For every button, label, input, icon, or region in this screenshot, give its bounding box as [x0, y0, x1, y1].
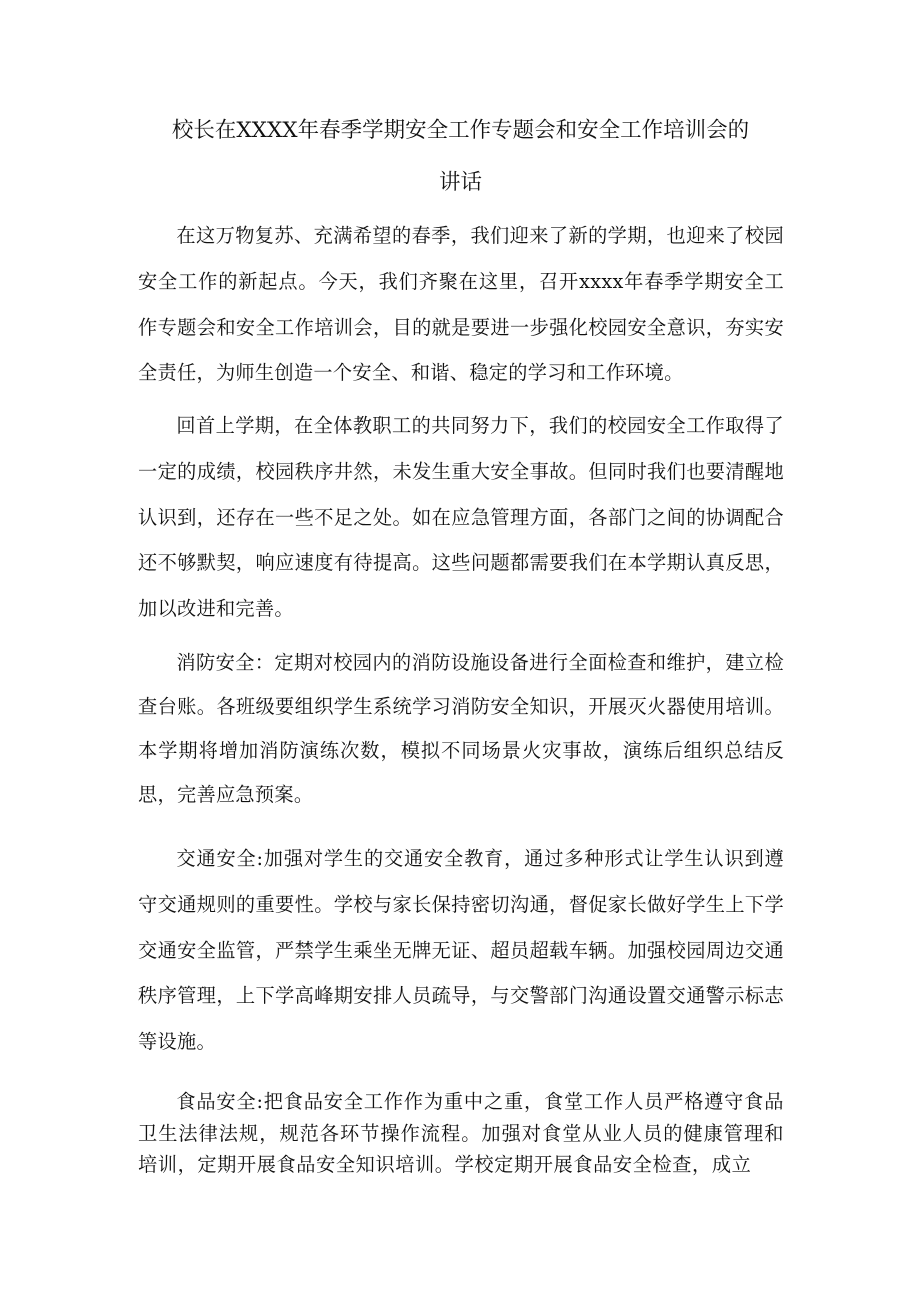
- paragraph-review: 回首上学期，在全体教职工的共同努力下，我们的校园安全工作取得了一定的成绩，校园秩序井然，未发生重大安全事故。但同时我们也要清醒地认识到，还存在一些不足之处。如在应急管理方面，各部门之间的协调配合还不够默契，响应速度有待提高。这些问题都需要我们在本学期认真反思，加以改进和完善。: [138, 414, 784, 621]
- paragraph-opening: 在这万物复苏、充满希望的春季，我们迎来了新的学期，也迎来了校园安全工作的新起点。今天，我们齐聚在这里，召开xxxx年春季学期安全工作专题会和安全工作培训会，目的就是要进一步强化校园安全意识，夯实安全责任，为师生创造一个安全、和谐、稳定的学习和工作环境。: [138, 224, 784, 385]
- paragraph-food-safety: 食品安全:把食品安全工作作为重中之重，食堂工作人员严格遵守食品卫生法律法规，规范各环节操作流程。加强对食堂从业人员的健康管理和培训，定期开展食品安全知识培训。学校定期开展食品安全检查，成立: [138, 1090, 784, 1176]
- paragraph-fire-safety: 消防安全：定期对校园内的消防设施设备进行全面检查和维护，建立检查台账。各班级要组织学生系统学习消防安全知识，开展灭火器使用培训。本学期将增加消防演练次数，模拟不同场景火灾事故，演练后组织总结反思，完善应急预案。: [138, 651, 784, 806]
- paragraph-traffic-safety: 交通安全:加强对学生的交通安全教育，通过多种形式让学生认识到遵守交通规则的重要性。学校与家长保持密切沟通，督促家长做好学生上下学交通安全监管，严禁学生乘坐无牌无证、超员超载车辆。加强校园周边交通秩序管理，上下学高峰期安排人员疏导，与交警部门沟通设置交通警示标志等设施。: [138, 847, 784, 1054]
- document-title-line-1: 校长在XXXX年春季学期安全工作专题会和安全工作培训会的: [171, 118, 750, 143]
- document-title-line-2: 讲话: [438, 170, 482, 195]
